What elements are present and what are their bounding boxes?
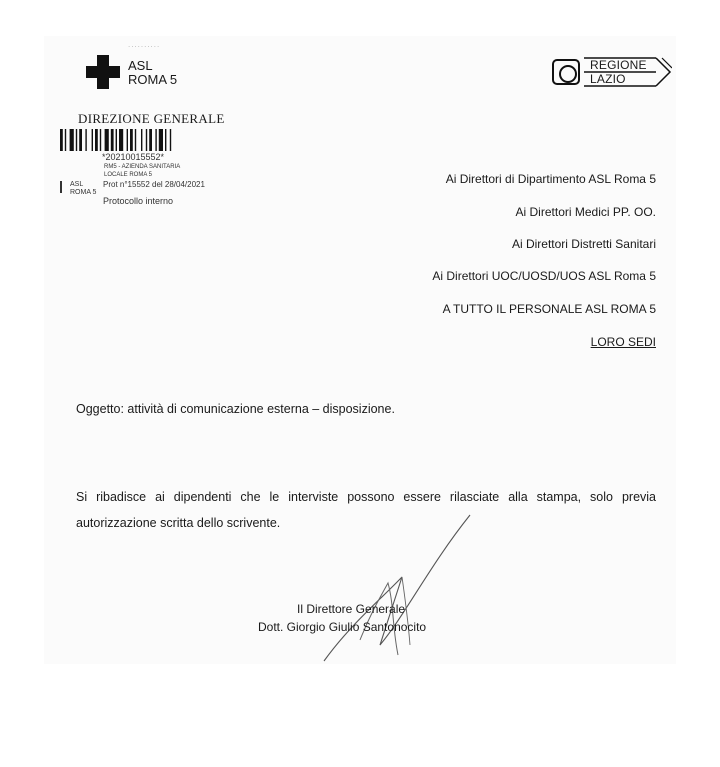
- handwritten-signature: [310, 505, 480, 665]
- recipient-line: Ai Direttori di Dipartimento ASL Roma 5: [445, 172, 656, 186]
- recipient-line: Ai Direttori Medici PP. OO.: [515, 205, 656, 219]
- barcode-icon: [60, 129, 220, 151]
- direzione-heading: DIREZIONE GENERALE: [78, 111, 225, 126]
- signer-title: Il Direttore Generale: [297, 602, 406, 616]
- recipient-line: Ai Direttori UOC/UOSD/UOS ASL Roma 5: [432, 269, 656, 283]
- asl-logo-line1: ASL: [128, 58, 153, 73]
- asl-logo-line2: ROMA 5: [128, 72, 178, 87]
- body-paragraph: Si ribadisce ai dipendenti che le interviste possono essere rilasciate alla stampa, solo previa autorizzazione scritta dello scrivente.: [76, 490, 656, 530]
- protocol-entity-line1: RM5 - AZIENDA SANITARIA: [104, 164, 181, 170]
- subject-line: Oggetto: attività di comunicazione esterna – disposizione.: [76, 402, 395, 416]
- cross-icon: [86, 55, 120, 89]
- recipient-line: A TUTTO IL PERSONALE ASL ROMA 5: [442, 302, 656, 316]
- protocol-code: *20210015552*: [102, 152, 165, 162]
- stamp-side-line2: ROMA 5: [70, 189, 97, 196]
- faint-header-text: ..........: [128, 40, 161, 49]
- regione-logo-line1: REGIONE: [590, 58, 647, 72]
- stamp-tick: [60, 181, 62, 193]
- regione-logo-line2: LAZIO: [590, 72, 626, 86]
- protocol-number: Prot n°15552 del 28/04/2021: [103, 180, 205, 189]
- regione-emblem-icon: [552, 59, 580, 85]
- recipient-line: Ai Direttori Distretti Sanitari: [511, 237, 656, 251]
- signer-name: Dott. Giorgio Giulio Santonocito: [258, 620, 427, 634]
- stamp-side-line1: ASL: [70, 181, 84, 188]
- protocol-type: Protocollo interno: [103, 196, 174, 206]
- protocol-entity-line2: LOCALE ROMA 5: [104, 172, 153, 178]
- recipient-loro-sedi: LORO SEDI: [590, 335, 656, 349]
